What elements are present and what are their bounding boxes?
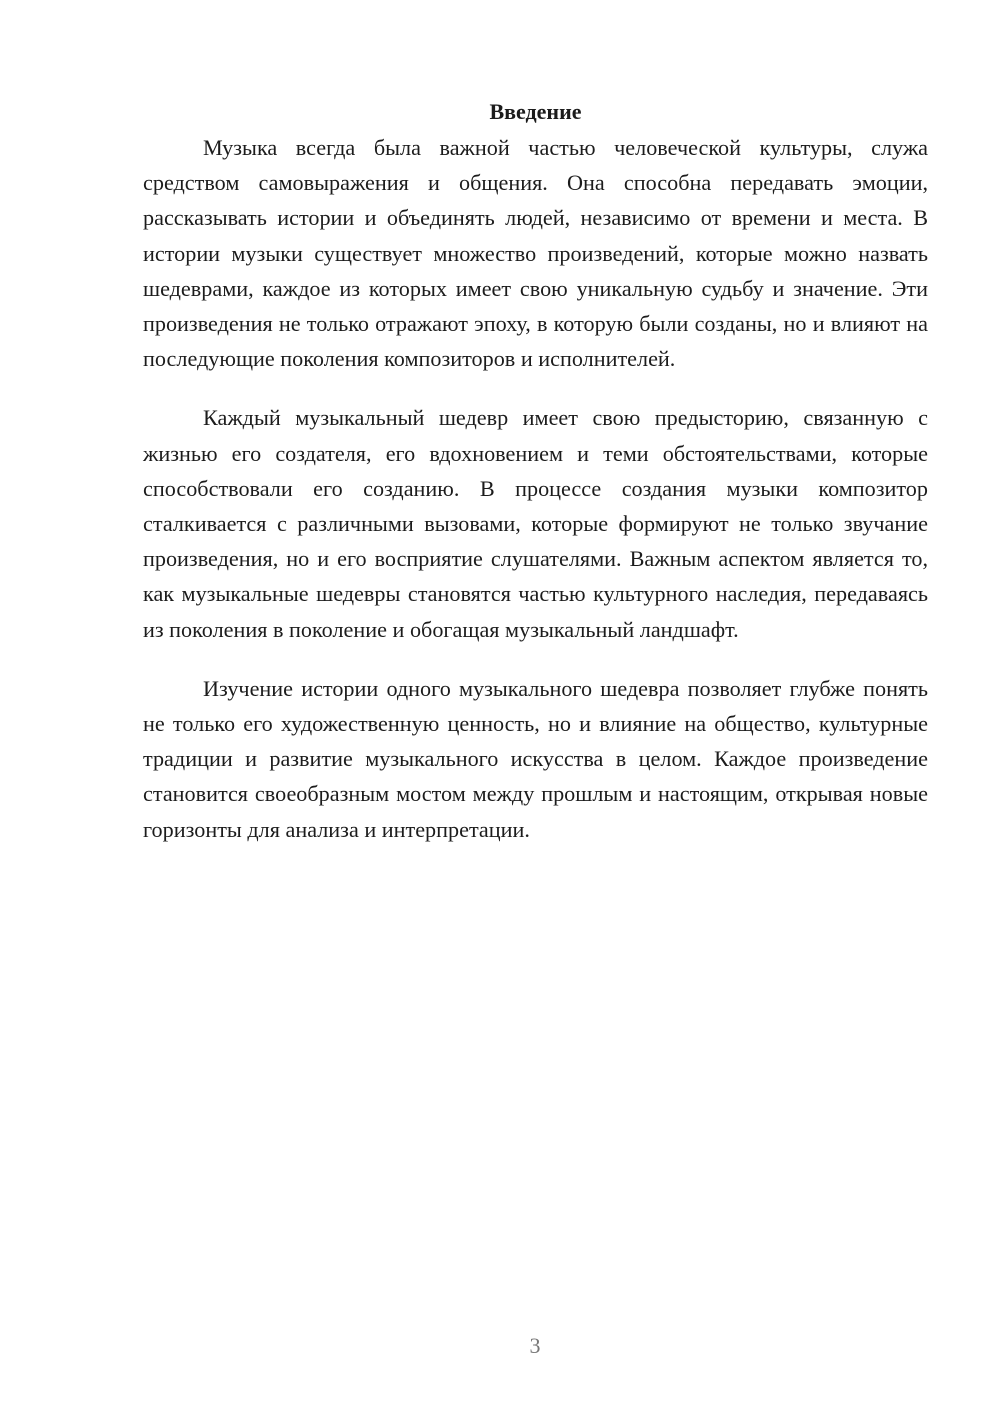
paragraph-3: Изучение истории одного музыкального шедевра позволяет глубже понять не только его художественную ценность, но и влияние на общество, культурные традиции и развитие музыкального искусства в целом. Каждое произведение становится своеобразным мостом между прошлым и настоящим, открывая новые горизонты для анализа и интерпретации. [143,675,928,842]
page-number: 3 [529,1333,541,1358]
page-body [143,94,928,847]
paragraph-1: Музыка всегда была важной частью человеческой культуры, служа средством самовыражения и общения. Она способна передавать эмоции, рассказывать истории и объединять людей, независимо от времени и места. В истории музыки существует множество произведений, которые можно назвать шедеврами, каждое из которых имеет свою уникальную судьбу и значение. Эти произведения не только отражают эпоху, в которую были созданы, но и влияют на последующие поколения композиторов и исполнителей. [143,135,928,372]
paragraph-2: Каждый музыкальный шедевр имеет свою предысторию, связанную с жизнью его создателя, его вдохновением и теми обстоятельствами, которые способствовали его созданию. В процессе создания музыки композитор сталкивается с различными вызовами, которые формируют не только звучание произведения, но и его восприятие слушателями. Важным аспектом является то, как музыкальные шедевры становятся частью культурного наследия, передаваясь из поколения в поколение и обогащая музыкальный ландшафт. [143,405,928,642]
section-heading: Введение [489,99,582,124]
